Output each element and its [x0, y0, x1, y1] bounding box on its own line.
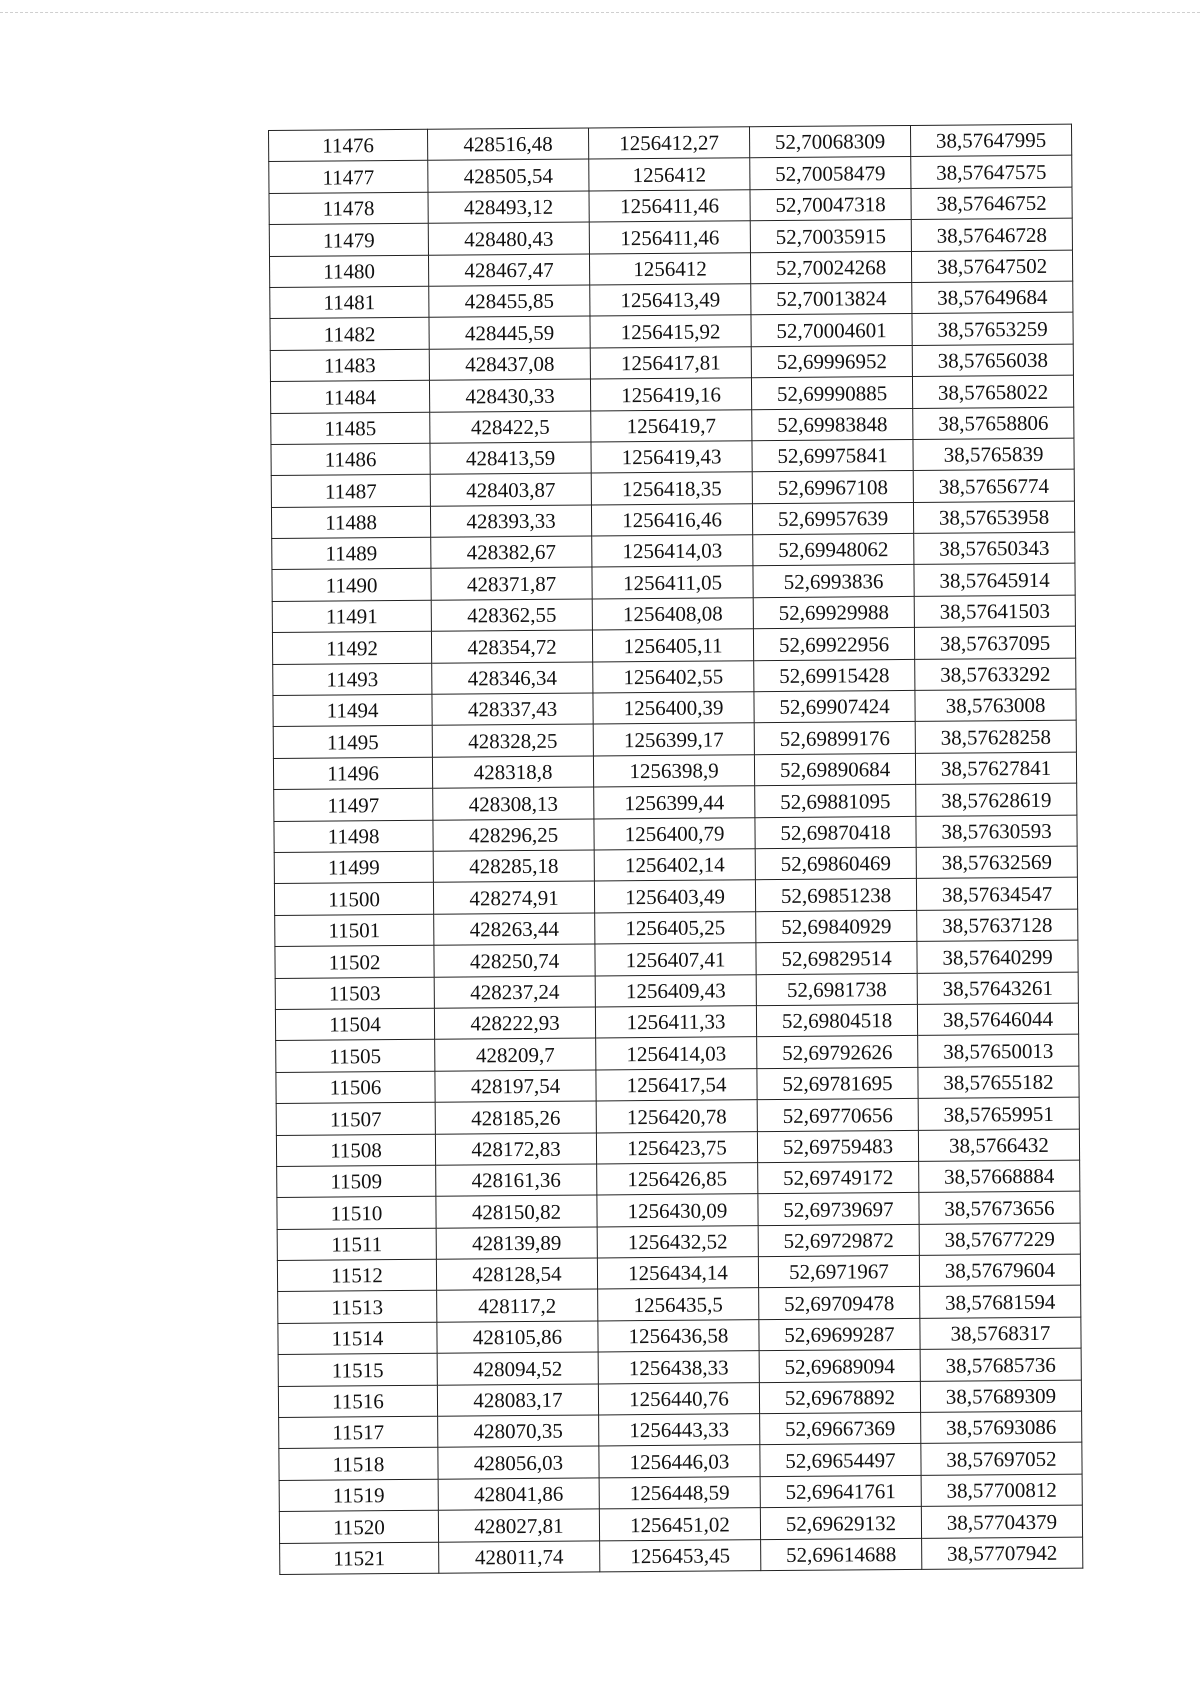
- y-coordinate-cell: 1256411,46: [589, 221, 750, 254]
- latitude-cell: 52,69792626: [757, 1036, 918, 1069]
- x-coordinate-cell: 428318,8: [432, 756, 593, 789]
- x-coordinate-cell: 428403,87: [430, 473, 591, 506]
- y-coordinate-cell: 1256405,11: [592, 629, 753, 662]
- y-coordinate-cell: 1256448,59: [599, 1476, 760, 1509]
- longitude-cell: 38,57704379: [921, 1505, 1082, 1538]
- x-coordinate-cell: 428185,26: [435, 1101, 596, 1134]
- point-number-cell: 11505: [276, 1040, 435, 1073]
- longitude-cell: 38,57628619: [916, 783, 1077, 816]
- x-coordinate-cell: 428354,72: [431, 630, 592, 663]
- latitude-cell: 52,69804518: [756, 1004, 917, 1037]
- longitude-cell: 38,57697052: [921, 1443, 1082, 1476]
- latitude-cell: 52,69996952: [751, 345, 912, 378]
- x-coordinate-cell: 428150,82: [436, 1195, 597, 1228]
- point-number-cell: 11521: [280, 1542, 439, 1575]
- y-coordinate-cell: 1256419,43: [591, 441, 752, 474]
- y-coordinate-cell: 1256417,81: [590, 346, 751, 379]
- point-number-cell: 11519: [279, 1479, 438, 1512]
- point-number-cell: 11494: [273, 694, 432, 727]
- x-coordinate-cell: 428070,35: [438, 1415, 599, 1448]
- y-coordinate-cell: 1256436,58: [598, 1320, 759, 1353]
- point-number-cell: 11486: [271, 443, 430, 476]
- y-coordinate-cell: 1256451,02: [599, 1508, 760, 1541]
- y-coordinate-cell: 1256418,35: [591, 472, 752, 505]
- x-coordinate-cell: 428382,67: [431, 536, 592, 569]
- point-number-cell: 11513: [278, 1291, 437, 1324]
- longitude-cell: 38,57630593: [916, 815, 1077, 848]
- point-number-cell: 11503: [275, 977, 434, 1010]
- latitude-cell: 52,69699287: [759, 1318, 920, 1351]
- longitude-cell: 38,57658022: [912, 375, 1073, 408]
- point-number-cell: 11506: [276, 1071, 435, 1104]
- longitude-cell: 38,57650343: [914, 532, 1075, 565]
- point-number-cell: 11487: [271, 475, 430, 508]
- y-coordinate-cell: 1256420,78: [596, 1100, 757, 1133]
- x-coordinate-cell: 428161,36: [436, 1164, 597, 1197]
- y-coordinate-cell: 1256411,46: [589, 189, 750, 222]
- point-number-cell: 11492: [272, 631, 431, 664]
- latitude-cell: 52,69860469: [755, 847, 916, 880]
- longitude-cell: 38,57655182: [918, 1066, 1079, 1099]
- point-number-cell: 11517: [279, 1416, 438, 1449]
- x-coordinate-cell: 428296,25: [433, 819, 594, 852]
- y-coordinate-cell: 1256407,41: [595, 943, 756, 976]
- y-coordinate-cell: 1256412: [589, 252, 750, 285]
- scan-edge-line: [0, 12, 1200, 13]
- latitude-cell: 52,70047318: [750, 188, 911, 221]
- point-number-cell: 11479: [269, 223, 428, 256]
- longitude-cell: 38,57668884: [919, 1160, 1080, 1193]
- latitude-cell: 52,69851238: [755, 879, 916, 912]
- y-coordinate-cell: 1256414,03: [596, 1037, 757, 1070]
- x-coordinate-cell: 428128,54: [436, 1258, 597, 1291]
- y-coordinate-cell: 1256411,05: [592, 566, 753, 599]
- longitude-cell: 38,57637095: [914, 626, 1075, 659]
- x-coordinate-cell: 428480,43: [428, 222, 589, 255]
- y-coordinate-cell: 1256432,52: [597, 1225, 758, 1258]
- longitude-cell: 38,57677229: [919, 1223, 1080, 1256]
- longitude-cell: 38,57707942: [922, 1537, 1083, 1570]
- y-coordinate-cell: 1256414,03: [592, 535, 753, 568]
- point-number-cell: 11516: [278, 1385, 437, 1418]
- latitude-cell: 52,69678892: [759, 1381, 920, 1414]
- y-coordinate-cell: 1256400,79: [594, 817, 755, 850]
- latitude-cell: 52,69915428: [754, 659, 915, 692]
- y-coordinate-cell: 1256412,27: [588, 127, 749, 160]
- x-coordinate-cell: 428455,85: [429, 285, 590, 318]
- y-coordinate-cell: 1256413,49: [590, 284, 751, 317]
- point-number-cell: 11493: [273, 663, 432, 696]
- latitude-cell: 52,69749172: [758, 1161, 919, 1194]
- longitude-cell: 38,57679604: [919, 1254, 1080, 1287]
- point-number-cell: 11514: [278, 1322, 437, 1355]
- x-coordinate-cell: 428413,59: [430, 442, 591, 475]
- x-coordinate-cell: 428285,18: [433, 850, 594, 883]
- point-number-cell: 11500: [274, 883, 433, 916]
- latitude-cell: 52,69975841: [752, 439, 913, 472]
- x-coordinate-cell: 428505,54: [428, 159, 589, 192]
- longitude-cell: 38,57628258: [915, 721, 1076, 754]
- longitude-cell: 38,57647575: [911, 156, 1072, 189]
- longitude-cell: 38,57647995: [910, 124, 1071, 157]
- x-coordinate-cell: 428337,43: [432, 693, 593, 726]
- latitude-cell: 52,70035915: [750, 220, 911, 253]
- longitude-cell: 38,57637128: [917, 909, 1078, 942]
- longitude-cell: 38,57646728: [911, 218, 1072, 251]
- x-coordinate-cell: 428430,33: [429, 379, 590, 412]
- x-coordinate-cell: 428493,12: [428, 191, 589, 224]
- point-number-cell: 11496: [273, 757, 432, 790]
- x-coordinate-cell: 428172,83: [435, 1132, 596, 1165]
- latitude-cell: 52,6971967: [758, 1255, 919, 1288]
- longitude-cell: 38,57681594: [920, 1286, 1081, 1319]
- x-coordinate-cell: 428117,2: [437, 1289, 598, 1322]
- longitude-cell: 38,57627841: [915, 752, 1076, 785]
- y-coordinate-cell: 1256453,45: [600, 1539, 761, 1572]
- longitude-cell: 38,57633292: [915, 658, 1076, 691]
- y-coordinate-cell: 1256419,7: [591, 409, 752, 442]
- longitude-cell: 38,57656774: [913, 469, 1074, 502]
- y-coordinate-cell: 1256408,08: [592, 598, 753, 631]
- latitude-cell: 52,69890684: [754, 753, 915, 786]
- latitude-cell: 52,69689094: [759, 1350, 920, 1383]
- latitude-cell: 52,69907424: [754, 690, 915, 723]
- point-number-cell: 11476: [269, 129, 428, 162]
- y-coordinate-cell: 1256443,33: [599, 1414, 760, 1447]
- x-coordinate-cell: 428094,52: [437, 1352, 598, 1385]
- latitude-cell: 52,70013824: [751, 282, 912, 315]
- x-coordinate-cell: 428393,33: [430, 505, 591, 538]
- latitude-cell: 52,69929988: [753, 596, 914, 629]
- x-coordinate-cell: 428250,74: [434, 944, 595, 977]
- point-number-cell: 11504: [275, 1008, 434, 1041]
- point-number-cell: 11518: [279, 1448, 438, 1481]
- latitude-cell: 52,69881095: [755, 785, 916, 818]
- latitude-cell: 52,69899176: [754, 722, 915, 755]
- longitude-cell: 38,57685736: [920, 1348, 1081, 1381]
- x-coordinate-cell: 428139,89: [436, 1227, 597, 1260]
- point-number-cell: 11490: [272, 569, 431, 602]
- point-number-cell: 11491: [272, 600, 431, 633]
- x-coordinate-cell: 428237,24: [434, 976, 595, 1009]
- x-coordinate-cell: 428197,54: [435, 1070, 596, 1103]
- x-coordinate-cell: 428011,74: [439, 1541, 600, 1574]
- point-number-cell: 11482: [270, 318, 429, 351]
- y-coordinate-cell: 1256417,54: [596, 1068, 757, 1101]
- longitude-cell: 38,57634547: [916, 878, 1077, 911]
- y-coordinate-cell: 1256434,14: [597, 1257, 758, 1290]
- y-coordinate-cell: 1256440,76: [598, 1382, 759, 1415]
- longitude-cell: 38,5763008: [915, 689, 1076, 722]
- y-coordinate-cell: 1256419,16: [590, 378, 751, 411]
- y-coordinate-cell: 1256446,03: [599, 1445, 760, 1478]
- longitude-cell: 38,57700812: [921, 1474, 1082, 1507]
- latitude-cell: 52,70068309: [749, 125, 910, 158]
- y-coordinate-cell: 1256409,43: [595, 974, 756, 1007]
- latitude-cell: 52,69654497: [760, 1444, 921, 1477]
- x-coordinate-cell: 428083,17: [437, 1384, 598, 1417]
- latitude-cell: 52,69729872: [758, 1224, 919, 1257]
- y-coordinate-cell: 1256399,17: [593, 723, 754, 756]
- point-number-cell: 11489: [272, 537, 431, 570]
- point-number-cell: 11480: [269, 255, 428, 288]
- x-coordinate-cell: 428041,86: [438, 1478, 599, 1511]
- latitude-cell: 52,69957639: [752, 502, 913, 535]
- point-number-cell: 11481: [270, 286, 429, 319]
- x-coordinate-cell: 428027,81: [438, 1509, 599, 1542]
- x-coordinate-cell: 428516,48: [427, 128, 588, 161]
- point-number-cell: 11484: [270, 380, 429, 413]
- longitude-cell: 38,57659951: [918, 1097, 1079, 1130]
- y-coordinate-cell: 1256403,49: [594, 880, 755, 913]
- point-number-cell: 11520: [279, 1510, 438, 1543]
- point-number-cell: 11502: [275, 945, 434, 978]
- y-coordinate-cell: 1256400,39: [593, 692, 754, 725]
- y-coordinate-cell: 1256402,14: [594, 849, 755, 882]
- coordinates-table-wrapper: [268, 124, 1079, 1575]
- point-number-cell: 11477: [269, 161, 428, 194]
- y-coordinate-cell: 1256399,44: [594, 786, 755, 819]
- latitude-cell: 52,69629132: [760, 1507, 921, 1540]
- y-coordinate-cell: 1256423,75: [596, 1131, 757, 1164]
- y-coordinate-cell: 1256430,09: [597, 1194, 758, 1227]
- latitude-cell: 52,69781695: [757, 1067, 918, 1100]
- longitude-cell: 38,57649684: [912, 281, 1073, 314]
- point-number-cell: 11508: [276, 1134, 435, 1167]
- latitude-cell: 52,69840929: [756, 910, 917, 943]
- x-coordinate-cell: 428222,93: [434, 1007, 595, 1040]
- x-coordinate-cell: 428274,91: [433, 881, 594, 914]
- y-coordinate-cell: 1256398,9: [593, 755, 754, 788]
- longitude-cell: 38,57689309: [920, 1380, 1081, 1413]
- longitude-cell: 38,57693086: [921, 1411, 1082, 1444]
- longitude-cell: 38,5765839: [913, 438, 1074, 471]
- table-row: [280, 1537, 1083, 1575]
- longitude-cell: 38,57647502: [911, 250, 1072, 283]
- y-coordinate-cell: 1256415,92: [590, 315, 751, 348]
- point-number-cell: 11507: [276, 1102, 435, 1135]
- latitude-cell: 52,69709478: [759, 1287, 920, 1320]
- point-number-cell: 11509: [277, 1165, 436, 1198]
- coordinates-table: [268, 124, 1083, 1575]
- longitude-cell: 38,57653958: [913, 501, 1074, 534]
- longitude-cell: 38,57641503: [914, 595, 1075, 628]
- latitude-cell: 52,69870418: [755, 816, 916, 849]
- point-number-cell: 11488: [271, 506, 430, 539]
- x-coordinate-cell: 428437,08: [429, 348, 590, 381]
- longitude-cell: 38,5768317: [920, 1317, 1081, 1350]
- point-number-cell: 11515: [278, 1353, 437, 1386]
- y-coordinate-cell: 1256438,33: [598, 1351, 759, 1384]
- y-coordinate-cell: 1256435,5: [598, 1288, 759, 1321]
- x-coordinate-cell: 428346,34: [432, 662, 593, 695]
- x-coordinate-cell: 428209,7: [435, 1038, 596, 1071]
- point-number-cell: 11485: [271, 412, 430, 445]
- x-coordinate-cell: 428056,03: [438, 1446, 599, 1479]
- latitude-cell: 52,70004601: [751, 314, 912, 347]
- latitude-cell: 52,69739697: [758, 1193, 919, 1226]
- point-number-cell: 11483: [270, 349, 429, 382]
- longitude-cell: 38,57646752: [911, 187, 1072, 220]
- x-coordinate-cell: 428371,87: [431, 567, 592, 600]
- latitude-cell: 52,69641761: [760, 1475, 921, 1508]
- longitude-cell: 38,57640299: [917, 940, 1078, 973]
- coordinates-table-body: [269, 124, 1083, 1574]
- latitude-cell: 52,6981738: [756, 973, 917, 1006]
- point-number-cell: 11511: [277, 1228, 436, 1261]
- longitude-cell: 38,57658806: [913, 407, 1074, 440]
- point-number-cell: 11501: [275, 914, 434, 947]
- latitude-cell: 52,69759483: [757, 1130, 918, 1163]
- point-number-cell: 11498: [274, 820, 433, 853]
- longitude-cell: 38,57650013: [918, 1034, 1079, 1067]
- x-coordinate-cell: 428308,13: [433, 787, 594, 820]
- longitude-cell: 38,57643261: [917, 972, 1078, 1005]
- longitude-cell: 38,57632569: [916, 846, 1077, 879]
- point-number-cell: 11495: [273, 726, 432, 759]
- point-number-cell: 11499: [274, 851, 433, 884]
- latitude-cell: 52,6993836: [753, 565, 914, 598]
- longitude-cell: 38,57646044: [917, 1003, 1078, 1036]
- latitude-cell: 52,69948062: [753, 534, 914, 567]
- x-coordinate-cell: 428467,47: [428, 254, 589, 287]
- latitude-cell: 52,69922956: [753, 628, 914, 661]
- y-coordinate-cell: 1256402,55: [593, 660, 754, 693]
- y-coordinate-cell: 1256426,85: [597, 1163, 758, 1196]
- x-coordinate-cell: 428422,5: [430, 410, 591, 443]
- longitude-cell: 38,57645914: [914, 564, 1075, 597]
- latitude-cell: 52,70058479: [750, 157, 911, 190]
- point-number-cell: 11478: [269, 192, 428, 225]
- longitude-cell: 38,5766432: [918, 1129, 1079, 1162]
- x-coordinate-cell: 428328,25: [432, 724, 593, 757]
- longitude-cell: 38,57653259: [912, 313, 1073, 346]
- x-coordinate-cell: 428445,59: [429, 316, 590, 349]
- y-coordinate-cell: 1256411,33: [595, 1006, 756, 1039]
- latitude-cell: 52,69667369: [760, 1412, 921, 1445]
- latitude-cell: 52,69983848: [752, 408, 913, 441]
- x-coordinate-cell: 428263,44: [434, 913, 595, 946]
- x-coordinate-cell: 428362,55: [431, 599, 592, 632]
- latitude-cell: 52,69770656: [757, 1099, 918, 1132]
- longitude-cell: 38,57656038: [912, 344, 1073, 377]
- x-coordinate-cell: 428105,86: [437, 1321, 598, 1354]
- latitude-cell: 52,69829514: [756, 942, 917, 975]
- y-coordinate-cell: 1256416,46: [591, 503, 752, 536]
- latitude-cell: 52,69967108: [752, 471, 913, 504]
- latitude-cell: 52,70024268: [750, 251, 911, 284]
- y-coordinate-cell: 1256412: [589, 158, 750, 191]
- point-number-cell: 11510: [277, 1196, 436, 1229]
- latitude-cell: 52,69990885: [751, 377, 912, 410]
- longitude-cell: 38,57673656: [919, 1191, 1080, 1224]
- y-coordinate-cell: 1256405,25: [595, 911, 756, 944]
- point-number-cell: 11497: [274, 788, 433, 821]
- latitude-cell: 52,69614688: [761, 1538, 922, 1571]
- point-number-cell: 11512: [277, 1259, 436, 1292]
